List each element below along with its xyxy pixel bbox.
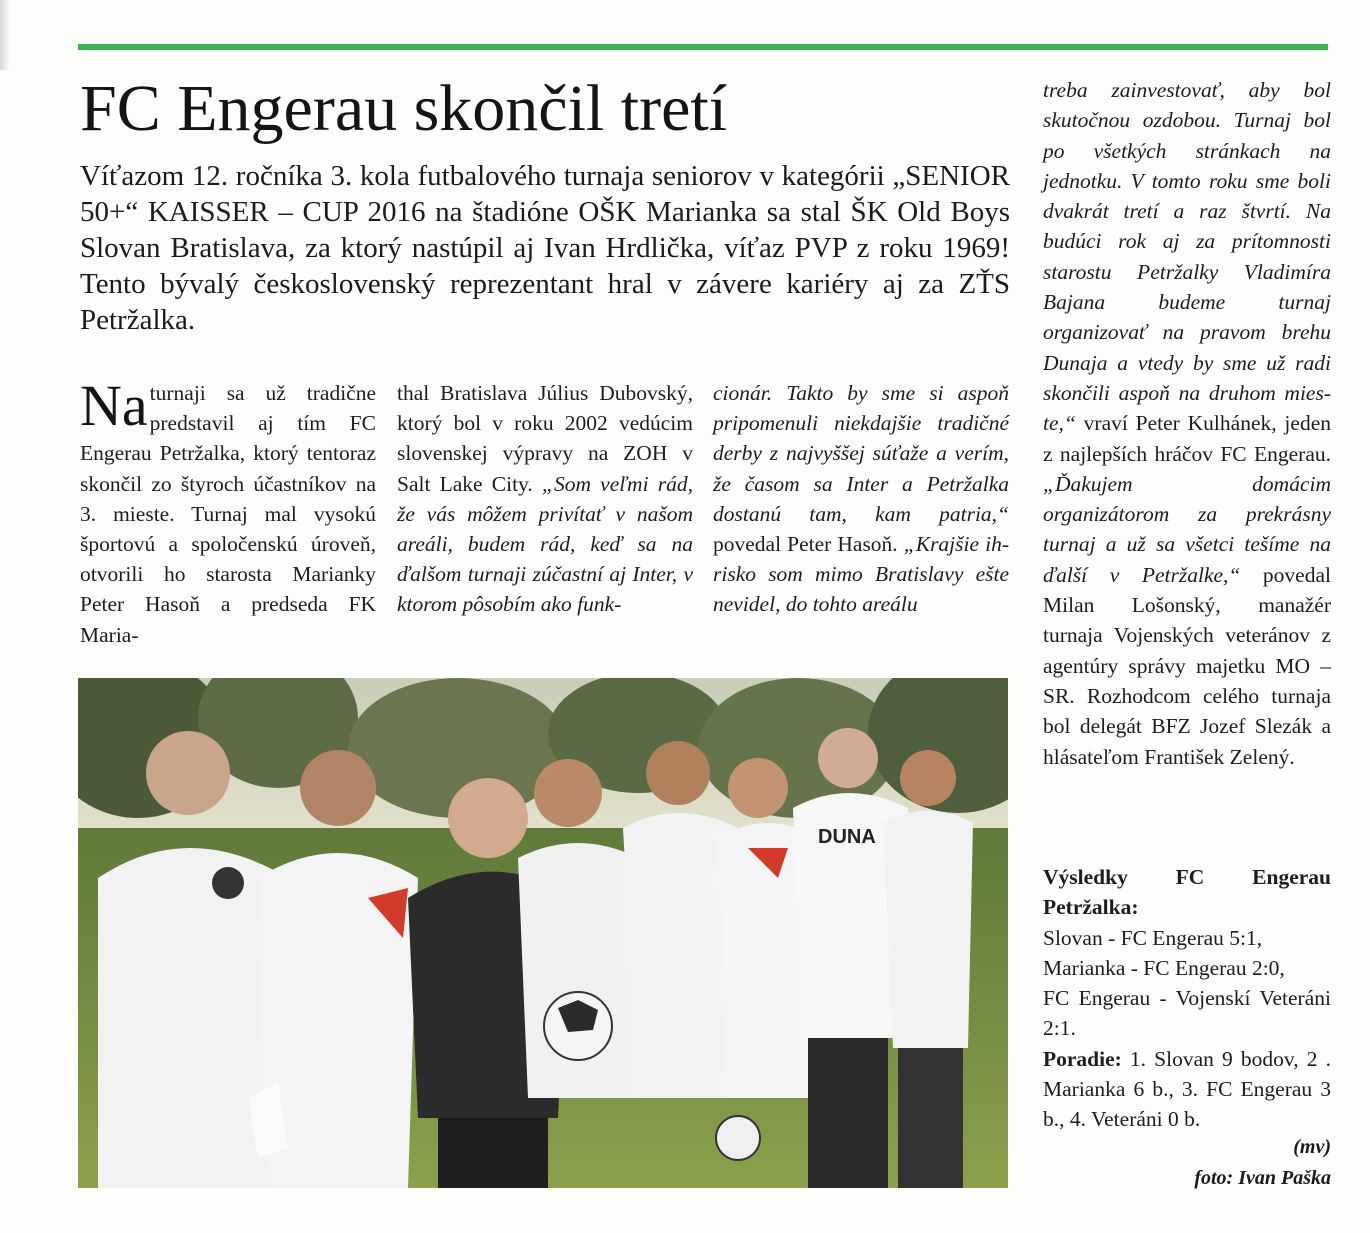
results-box [1043, 862, 1331, 1135]
author-byline: (mv) [1293, 1136, 1331, 1158]
scan-edge [0, 0, 10, 70]
result-match-1: Slovan - FC Engerau 5:1, [1043, 925, 1263, 950]
green-rule-divider [78, 44, 1328, 50]
standings-text: 1. Slovan 9 bodov, 2 . Marianka 6 b., 3. FC Engerau 3 b., 4. Veteráni 0 b. [1043, 1046, 1331, 1132]
column-2-text: thal Bratislava Július Dubovský, ktorý bol v roku 2002 vedúcim slovenskej výpravy na ZOH v Salt Lake City. [397, 381, 693, 496]
standings-label: Poradie: [1043, 1046, 1122, 1071]
drop-cap: Na [80, 373, 148, 438]
column-2-quote: „Som veľmi rád, že vás môžem privítať v našom areáli, budem rád, keď sa na ďalšom turnaji zúčastní aj Inter, v ktorom pôsobím ako funk- [397, 471, 693, 617]
team-photo-illustration [78, 678, 1008, 1188]
right-column-quote-2: „Ďakujem domácim organizátorom za prekrásny turnaj a už sa všetci tešíme na ďalší v Petržalke,“ [1043, 471, 1331, 587]
column-3-quote-2: „Krajšie ihrisko som mimo Bratislavy ešte nevidel, do tohto areálu [713, 532, 1010, 617]
column-3-quote-1: cionár. Takto by sme si aspoň pripomenuli niekdajšie tradičné derby z najvyššej súťaže a verím, že časom sa Inter a Petržalka dostanú tam, kam patria,“ [713, 381, 1009, 526]
football [544, 992, 612, 1060]
article-column-3 [713, 378, 1009, 620]
right-column-text-1: vraví Peter Kulhánek, jeden z najlepších hráčov FC Engerau. [1043, 411, 1331, 466]
column-1-text: turnaji sa už tradične predstavil aj tím FC Engerau Petržalka, ktorý tentoraz skončil zo štyroch účastníkov na 3. mieste. Turnaj mal vysokú športovú a spoločenskú úroveň, otvorili ho starosta Marianky Peter Hasoň a predseda FK Maria- [80, 381, 376, 647]
standings [1043, 1044, 1331, 1135]
result-match-2: Marianka - FC Engerau 2:0, [1043, 955, 1285, 980]
right-column-quote-1: treba zainvestovať, aby bol skutočnou ozdobou. Turnaj bol po všetkých stránkach na jednotku. V tomto roku sme boli dvakrát tretí a raz štvrtí. Na budúci rok aj za prítomnosti starostu Petržalky Vladimíra Bajana budeme turnaj organizovať na pravom brehu Dunaja a vtedy by sme už radi skončili aspoň na druhom mieste,“ [1043, 78, 1331, 436]
duna-jersey-text: DUNA [818, 826, 876, 848]
article-column-2 [397, 378, 693, 620]
results-heading: Výsledky FC Engerau Petržalka: [1043, 865, 1331, 920]
article-column-1 [80, 373, 376, 650]
column-3-text: povedal Peter Hasoň. [713, 532, 904, 557]
team-photo [78, 678, 1008, 1188]
right-column-text-2: povedal Milan Lošonský, manažér turnaja Vojenských veteránov z agentúry správy majetku MO – SR. Rozhodcom celého turnaja bol delegát BFZ Jozef Slezák a hlásateľom František Zelený. [1043, 562, 1331, 769]
headline: FC Engerau skončil tretí [80, 72, 728, 145]
lead-paragraph: Víťazom 12. ročníka 3. kola futbalového turnaja seniorov v kategórii „SENIOR 50+“ KAISSER – CUP 2016 na štadióne OŠK Marianka sa stal ŠK Old Boys Slovan Bratislava, za ktorý nastúpil aj Ivan Hrdlička, víťaz PVP z roku 1969! Tento bývalý československý reprezentant hral v závere kariéry aj za ZŤS Petržalka. [80, 160, 1010, 336]
photo-credit: foto: Ivan Paška [1194, 1167, 1331, 1189]
result-match-3: FC Engerau - Vojenskí Veteráni 2:1. [1043, 986, 1331, 1041]
article-column-right [1043, 75, 1331, 772]
second-ball [716, 1116, 760, 1160]
